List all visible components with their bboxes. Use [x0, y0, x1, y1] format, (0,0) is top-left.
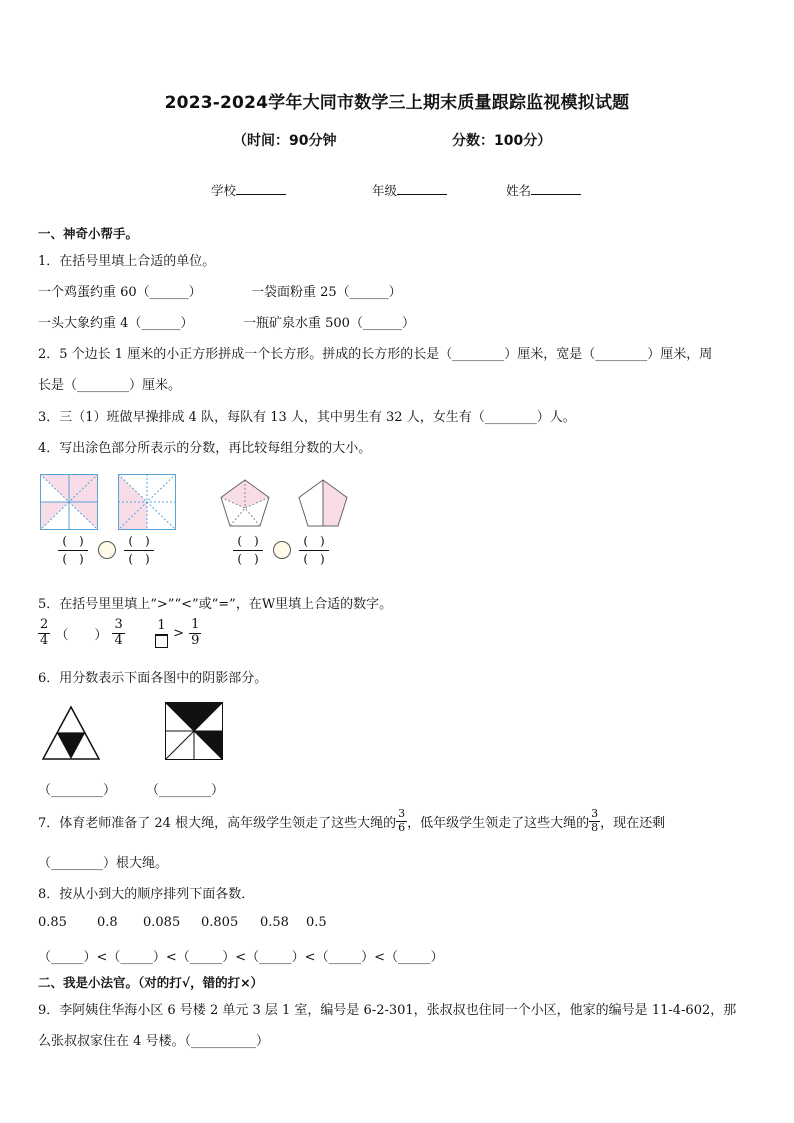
q8-number-1: 0.85	[38, 915, 67, 930]
name-blank[interactable]	[531, 182, 581, 195]
name-field	[506, 181, 581, 199]
q6-blank-1[interactable]: （________）	[38, 783, 117, 798]
q4-pentagon-2	[297, 478, 349, 530]
q4-compare-circle-2[interactable]	[273, 541, 291, 559]
q5-fraction-3-4: $\frac{3}{4}$	[114, 617, 123, 648]
q7-line1	[38, 808, 665, 834]
q5-fraction-2-4: $\frac{2}{4}$	[40, 617, 49, 648]
q5-digit-box[interactable]	[155, 635, 168, 648]
q4-answer-2[interactable]: ( ) ( )	[124, 533, 154, 568]
q4-square-1	[40, 474, 98, 530]
q5-fraction-1-box: 1	[155, 619, 168, 648]
q8-number-3: 0.085	[143, 915, 181, 930]
q8-number-2: 0.8	[97, 915, 118, 930]
q1-blank-a[interactable]: 一个鸡蛋约重 60（______）	[38, 285, 202, 300]
q4-compare-circle-1[interactable]	[98, 541, 116, 559]
q8-text: 8．按从小到大的顺序排列下面各数．	[38, 887, 255, 902]
q9-line1: 9．李阿姨住华海小区 6 号楼 2 单元 3 层 1 室，编号是 6-2-301，张叔叔也住同一个小区，他家的编号是 11-4-602，那	[38, 1003, 737, 1018]
name-label: 姓名	[506, 183, 532, 198]
q5-greater-sign: >	[173, 625, 184, 641]
q7-fraction-3-6: $\frac{3}{6}$	[398, 807, 406, 834]
q8-number-5: 0.58	[260, 915, 289, 930]
q4-text: 4．写出涂色部分所表示的分数，再比较每组分数的大小。	[38, 441, 372, 456]
exam-time: （时间：90分钟	[233, 133, 337, 149]
q4-answer-4[interactable]: ( ) ( )	[299, 533, 329, 568]
exam-score: 分数：100分）	[452, 133, 552, 149]
page-title: 2023-2024学年大同市数学三上期末质量跟踪监视模拟试题	[164, 93, 630, 113]
q4-square-2	[118, 474, 176, 530]
q8-number-4: 0.805	[201, 915, 239, 930]
q5-fraction-1-9: $\frac{1}{9}$	[191, 617, 200, 648]
q6-text: 6．用分数表示下面各图中的阴影部分。	[38, 671, 268, 686]
school-field	[211, 181, 286, 199]
q5-expression-2	[155, 618, 201, 649]
q5-text: 5．在括号里里填上“>”“<”或“=”，在W里填上合适的数字。	[38, 597, 393, 612]
school-blank[interactable]	[236, 182, 286, 195]
q6-blank-2[interactable]: （________）	[146, 783, 225, 798]
q1-blank-b[interactable]: 一袋面粉重 25（______）	[251, 285, 402, 300]
q4-answer-3[interactable]: ( ) ( )	[233, 533, 263, 568]
q1-text: 1．在括号里填上合适的单位。	[38, 254, 216, 269]
q4-pentagon-1	[219, 478, 271, 530]
q7-fraction-3-8: $\frac{3}{8}$	[591, 807, 599, 834]
section-2-title: 二、我是小法官。（对的打√，错的打×）	[38, 975, 264, 990]
q3-text[interactable]: 3．三（1）班做早操排成 4 队，每队有 13 人，其中男生有 32 人，女生有（________）人。	[38, 410, 576, 425]
q9-line2[interactable]: 么张叔叔家住在 4 号楼。（__________）	[38, 1034, 270, 1049]
q1-blank-c[interactable]: 一头大象约重 4（______）	[38, 316, 194, 331]
q5-expression-1	[38, 618, 125, 649]
q7-text-pre: 7．体育老师准备了 24 根大绳，高年级学生领走了这些大绳的	[38, 815, 397, 831]
grade-field	[372, 181, 447, 199]
q2-line1[interactable]: 2．5 个边长 1 厘米的小正方形拼成一个长方形。拼成的长方形的长是（________）厘米，宽是（________）厘米，周	[38, 347, 713, 362]
q6-triangle-figure	[41, 705, 101, 761]
q6-square-figure	[165, 702, 223, 760]
q7-text-mid: ，低年级学生领走了这些大绳的	[407, 815, 590, 831]
q2-line2[interactable]: 长是（________）厘米。	[38, 378, 182, 393]
section-1-title: 一、神奇小帮手。	[38, 226, 139, 241]
q7-line2[interactable]: （________）根大绳。	[38, 856, 169, 871]
q8-number-6: 0.5	[306, 915, 327, 930]
q4-answer-1[interactable]: ( ) ( )	[58, 533, 88, 568]
q8-order-blanks[interactable]: （_____）<（_____）<（_____）<（_____）<（_____）<（_____）	[38, 950, 444, 965]
q1-blank-d[interactable]: 一瓶矿泉水重 500（______）	[243, 316, 415, 331]
grade-label: 年级	[372, 183, 398, 198]
school-label: 学校	[211, 183, 237, 198]
q5-blank[interactable]: （ ）	[55, 627, 108, 643]
grade-blank[interactable]	[397, 182, 447, 195]
q7-text-post: ，现在还剩	[600, 815, 666, 831]
